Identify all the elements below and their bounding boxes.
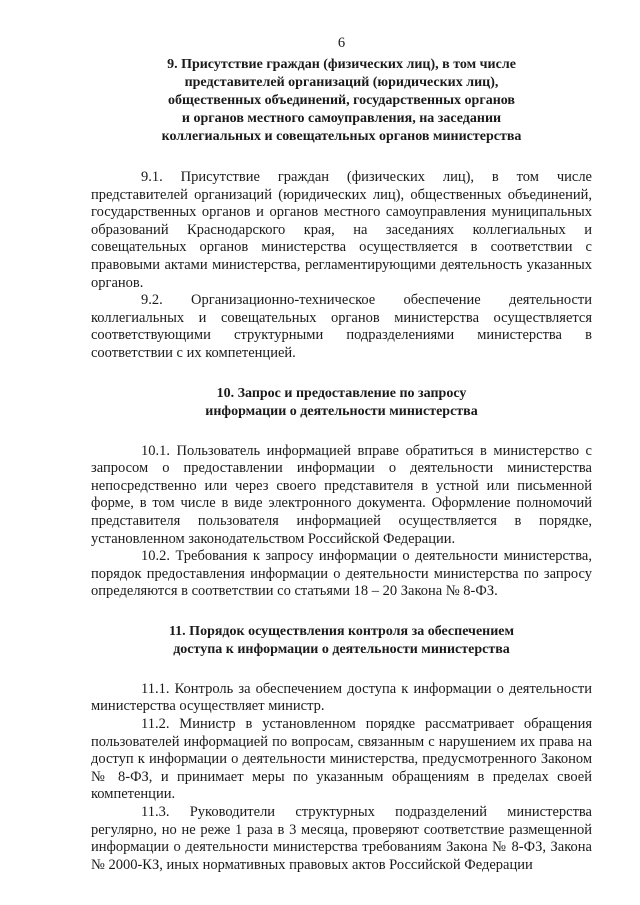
paragraph-11-1: 11.1. Контроль за обеспечением доступа к информации о деятельности министерства осуществляет министр. [91, 680, 592, 715]
heading-line: общественных объединений, государственных органов [168, 93, 515, 108]
paragraph-9-2: 9.2. Организационно-техническое обеспечение деятельности коллегиальных и совещательных органов министерства осуществляется соответствующими структурными подразделениями министерства в соответствии с их компетенцией. [91, 292, 592, 361]
section-9-heading [91, 56, 592, 146]
paragraph-10-1: 10.1. Пользователь информацией вправе обратиться в министерство с запросом о предоставлении информации о деятельности министерства непосредственно или через своего представителя в устной или письменной форме, в том числе в виде электронного документа. Оформление полномочий представителя пользователя информацией осуществляется в порядке, установленном законодательством Российской Федерации. [91, 442, 592, 547]
heading-line: и органов местного самоуправления, на заседании [181, 111, 502, 126]
heading-line: 10. Запрос и предоставление по запросу [216, 385, 467, 401]
paragraph-11-3: 11.3. Руководители структурных подразделений министерства регулярно, но не реже 1 раза в 3 месяца, проверяют соответствие размещенной информации о деятельности министерства требованиям Закона № 8-ФЗ, Закона № 2000-КЗ, иных нормативных правовых актов Российской Федерации [91, 804, 592, 873]
heading-line: 11. Порядок осуществления контроля за обеспечением [168, 623, 515, 639]
heading-line: коллегиальных и совещательных органов министерства [161, 129, 522, 144]
section-11-heading [91, 623, 592, 659]
section-10-heading [91, 385, 592, 421]
heading-line: доступа к информации о деятельности министерства [173, 641, 510, 657]
paragraph-9-1: 9.1. Присутствие граждан (физических лиц), в том числе представителей организаций (юридических лиц), общественных объединений, государственных органов и органов местного самоуправления муниципальных образований Краснодарского края, на заседаниях коллегиальных и совещательных органов министерства осуществляется в соответствии с правовыми актами министерства, регламентирующими деятельность указанных органов. [91, 169, 592, 291]
heading-line: представителей организаций (юридических лиц), [184, 75, 499, 90]
page-number: 6 [337, 35, 346, 51]
heading-line: информации о деятельности министерства [205, 403, 478, 419]
heading-line: 9. Присутствие граждан (физических лиц), в том числе [167, 57, 516, 72]
paragraph-10-2: 10.2. Требования к запросу информации о деятельности министерства, порядок предоставления информации о деятельности министерства по запросу определяются в соответствии со статьями 18 – 20 Закона № 8-ФЗ. [91, 548, 592, 600]
paragraph-11-2: 11.2. Министр в установленном порядке рассматривает обращения пользователей информацией по вопросам, связанным с нарушением их права на доступ к информации о деятельности министерства, предусмотренного Законом № 8-ФЗ, и принимает меры по указанным обращениям в пределах своей компетенции. [91, 716, 592, 803]
document-page [91, 34, 592, 874]
